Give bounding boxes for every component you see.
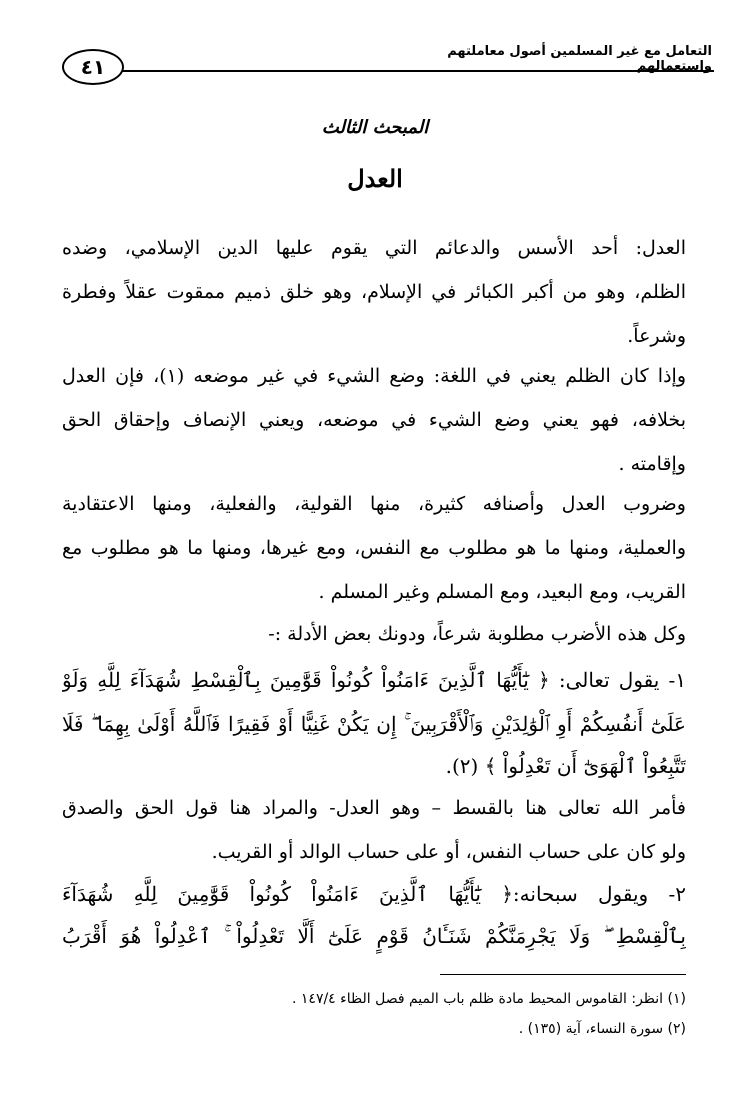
footnote: (١) انظر: القاموس المحيط مادة ظلم باب الميم فصل الظاء ١٤٧/٤ . [292,991,686,1007]
text-line: وإقامته . [618,453,686,475]
text-line: وكل هذه الأضرب مطلوبة شرعاً، ودونك بعض الأدلة :- [268,623,686,645]
page-number: ٤١ [62,49,124,85]
quran-verse-line: ١- يقول تعالى: ﴿ يَٰٓأَيُّهَا ٱلَّذِينَ ءَامَنُواْ كُونُواْ قَوَّٰمِينَ بِٱلْقِسْطِ شُهَدَآءَ لِلَّهِ وَلَوْ [62,668,686,692]
quran-verse-line: تَتَّبِعُواْ ٱلْهَوَىٰٓ أَن تَعْدِلُواْ ﴾ (٢). [445,754,686,778]
header-rule [122,70,714,72]
text-line: بخلافه، فهو يعني وضع الشيء في موضعه، ويعني الإنصاف وإحقاق الحق [62,409,686,431]
chapter-title: العدل [347,164,403,193]
quran-verse-line: عَلَىٰٓ أَنفُسِكُمْ أَوِ ٱلْوَٰلِدَيْنِ وَٱلْأَقْرَبِينَ ۚ إِن يَكُنْ غَنِيًّا أَوْ فَقِيرًا فَٱللَّهُ أَوْلَىٰ بِهِمَا ۖ فَلَا [62,712,686,736]
text-line: فأمر الله تعالى هنا بالقسط – وهو العدل- والمراد هنا قول الحق والصدق [62,797,686,819]
text-line: وشرعاً. [627,325,686,347]
text-line: وإذا كان الظلم يعني في اللغة: وضع الشيء في غير موضعه (١)، فإن العدل [62,365,686,387]
text-line: العدل: أحد الأسس والدعائم التي يقوم عليها الدين الإسلامي، وضده [62,237,686,259]
quran-verse-line: ٢- ويقول سبحانه:﴿ يَٰٓأَيُّهَا ٱلَّذِينَ ءَامَنُواْ كُونُواْ قَوَّٰمِينَ لِلَّهِ شُهَدَآءَ [62,882,686,906]
quran-verse-line: بِٱلْقِسْطِ ۖ وَلَا يَجْرِمَنَّكُمْ شَنَـَٔانُ قَوْمٍ عَلَىٰٓ أَلَّا تَعْدِلُواْ ۚ ٱعْدِلُواْ هُوَ أَقْرَبُ [62,924,686,948]
footnote: (٢) سورة النساء، آية (١٣٥) . [518,1021,686,1037]
text-line: الظلم، وهو من أكبر الكبائر في الإسلام، وهو خلق ذميم ممقوت عقلاً وفطرة [62,281,686,303]
text-line: وضروب العدل وأصنافه كثيرة، منها القولية، والفعلية، ومنها الاعتقادية [62,493,686,515]
footnote-rule [440,974,686,975]
running-title: التعامل مع غير المسلمين أصول معاملتهم واستعمالهم [447,44,712,74]
text-line: القريب، ومع البعيد، ومع المسلم وغير المسلم . [318,581,686,603]
text-line: والعملية، ومنها ما هو مطلوب مع النفس، ومع غيرها، ومنها ما هو مطلوب مع [62,537,686,559]
text-line: ولو كان على حساب النفس، أو على حساب الوالد أو القريب. [211,841,686,863]
section-heading: المبحث الثالث [321,117,429,138]
